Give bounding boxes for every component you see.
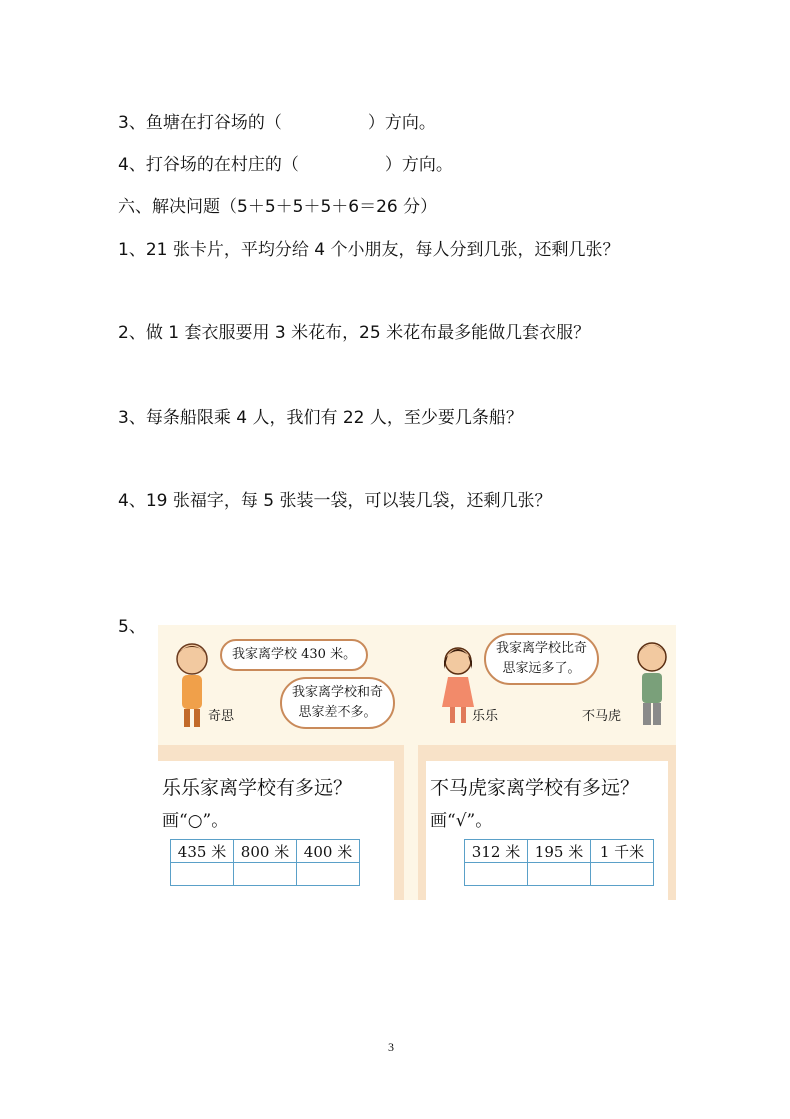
bumahu-figure <box>638 643 666 725</box>
answer-cell[interactable] <box>234 863 297 886</box>
option-cell: 435 米 <box>171 840 234 863</box>
answer-cell[interactable] <box>528 863 591 886</box>
lele-instruction: 画“○”。 <box>162 811 229 831</box>
bubble-line: 思家差不多。 <box>298 705 377 720</box>
answer-cell[interactable] <box>297 863 360 886</box>
bubble-line: 我家离学校和奇 <box>292 685 384 700</box>
speech-bubble-qisi: 我家离学校 430 米。 <box>220 639 368 671</box>
question-3-text: 3、鱼塘在打谷场的（ <box>118 113 282 133</box>
options-row <box>171 840 360 863</box>
problem-5-illustration <box>158 625 676 900</box>
option-cell: 400 米 <box>297 840 360 863</box>
problem-2: 2、做 1 套衣服要用 3 米花布，25 米花布最多能做几套衣服？ <box>118 323 591 343</box>
option-cell: 800 米 <box>234 840 297 863</box>
name-lele: 乐乐 <box>472 709 499 724</box>
problem-4: 4、19 张福字，每 5 张装一袋，可以装几袋，还剩几张？ <box>118 491 552 511</box>
lele-options-table <box>170 839 360 886</box>
question-3 <box>118 108 436 133</box>
option-cell: 312 米 <box>465 840 528 863</box>
question-4-suffix: ）方向。 <box>384 155 453 175</box>
answer-cell[interactable] <box>171 863 234 886</box>
option-cell: 1 千米 <box>591 840 654 863</box>
question-3-suffix: ）方向。 <box>367 113 436 133</box>
problem-3: 3、每条船限乘 4 人，我们有 22 人，至少要几条船？ <box>118 408 523 428</box>
section-heading: 六、解决问题（5＋5＋5＋5＋6＝26 分） <box>118 197 438 217</box>
page-number: 3 <box>388 1040 394 1054</box>
option-cell: 195 米 <box>528 840 591 863</box>
answer-row <box>171 863 360 886</box>
bumahu-options-table <box>464 839 654 886</box>
options-row <box>465 840 654 863</box>
bubble-line: 思家远多了。 <box>502 661 581 676</box>
lele-question: 乐乐家离学校有多远？ <box>162 777 353 799</box>
bumahu-panel <box>418 745 676 900</box>
answer-row <box>465 863 654 886</box>
question-4-text: 4、打谷场的在村庄的（ <box>118 155 299 175</box>
speech-bubble-bumahu <box>484 633 599 685</box>
bubble-line: 我家离学校比奇 <box>496 641 588 656</box>
bumahu-question: 不马虎家离学校有多远？ <box>430 777 640 799</box>
qisi-figure <box>177 644 207 727</box>
problem-5-label: 5、 <box>118 617 146 637</box>
bumahu-instruction: 画“√”。 <box>430 811 493 831</box>
lele-figure <box>442 648 474 723</box>
problem-1: 1、21 张卡片，平均分给 4 个小朋友，每人分到几张，还剩几张？ <box>118 240 620 260</box>
name-bumahu: 不马虎 <box>582 709 622 724</box>
name-qisi: 奇思 <box>208 709 235 724</box>
question-4 <box>118 150 453 175</box>
answer-cell[interactable] <box>591 863 654 886</box>
lele-panel-body <box>158 761 394 900</box>
speech-bubble-qisi-2 <box>280 677 395 729</box>
answer-cell[interactable] <box>465 863 528 886</box>
bumahu-panel-body <box>426 761 668 900</box>
lele-panel <box>158 745 404 900</box>
